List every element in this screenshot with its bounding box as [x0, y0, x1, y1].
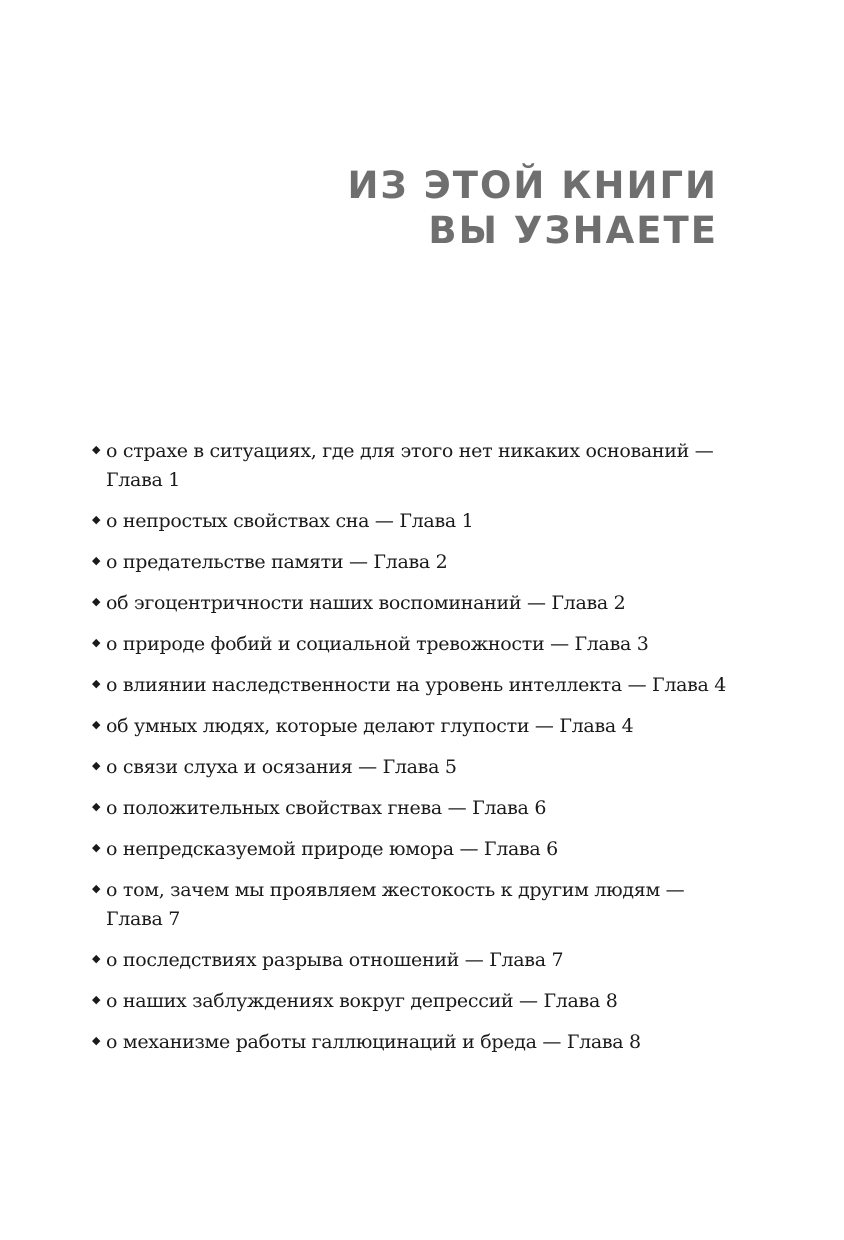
diamond-bullet-icon: ◆ — [92, 841, 101, 854]
list-item-text: о наших заблуждениях вокруг депрессий — Глава 8 — [106, 990, 618, 1012]
list-item-text: о страхе в ситуациях, где для этого нет никаких оснований — Глава 1 — [106, 440, 714, 491]
diamond-bullet-icon: ◆ — [92, 1034, 101, 1047]
list-item-text: о положительных свойствах гнева — Глава 6 — [106, 797, 547, 819]
list-item-text: о влиянии наследственности на уровень интеллекта — Глава 4 — [106, 674, 727, 696]
diamond-bullet-icon: ◆ — [92, 554, 101, 567]
diamond-bullet-icon: ◆ — [92, 993, 101, 1006]
list-item — [92, 987, 732, 1016]
list-item — [92, 437, 732, 495]
list-item — [92, 671, 732, 700]
list-item — [92, 1028, 732, 1057]
diamond-bullet-icon: ◆ — [92, 443, 101, 456]
diamond-bullet-icon: ◆ — [92, 636, 101, 649]
diamond-bullet-icon: ◆ — [92, 677, 101, 690]
list-item-text: о связи слуха и осязания — Глава 5 — [106, 756, 457, 778]
diamond-bullet-icon: ◆ — [92, 513, 101, 526]
diamond-bullet-icon: ◆ — [92, 759, 101, 772]
list-item — [92, 589, 732, 618]
diamond-bullet-icon: ◆ — [92, 718, 101, 731]
list-item-text: об эгоцентричности наших воспоминаний — Глава 2 — [106, 592, 626, 614]
heading-line-1: ИЗ ЭТОЙ КНИГИ — [347, 163, 718, 207]
list-item-text: о природе фобий и социальной тревожности — Глава 3 — [106, 633, 649, 655]
list-item — [92, 712, 732, 741]
list-item — [92, 876, 732, 934]
list-item-text: о механизме работы галлюцинаций и бреда — Глава 8 — [106, 1031, 641, 1053]
list-item-text: о том, зачем мы проявляем жестокость к другим людям — Глава 7 — [106, 879, 685, 930]
list-item — [92, 794, 732, 823]
list-item — [92, 753, 732, 782]
list-item — [92, 548, 732, 577]
list-item-text: о последствиях разрыва отношений — Глава 7 — [106, 949, 564, 971]
list-item-text: о предательстве памяти — Глава 2 — [106, 551, 448, 573]
diamond-bullet-icon: ◆ — [92, 952, 101, 965]
diamond-bullet-icon: ◆ — [92, 882, 101, 895]
list-item — [92, 946, 732, 975]
list-item-text: о непредсказуемой природе юмора — Глава 6 — [106, 838, 558, 860]
page-heading — [347, 163, 718, 253]
list-item — [92, 835, 732, 864]
topics-list — [92, 437, 732, 1069]
heading-line-2: ВЫ УЗНАЕТЕ — [428, 208, 718, 252]
list-item-text: об умных людях, которые делают глупости — Глава 4 — [106, 715, 634, 737]
list-item-text: о непростых свойствах сна — Глава 1 — [106, 510, 474, 532]
list-item — [92, 630, 732, 659]
diamond-bullet-icon: ◆ — [92, 800, 101, 813]
diamond-bullet-icon: ◆ — [92, 595, 101, 608]
list-item — [92, 507, 732, 536]
